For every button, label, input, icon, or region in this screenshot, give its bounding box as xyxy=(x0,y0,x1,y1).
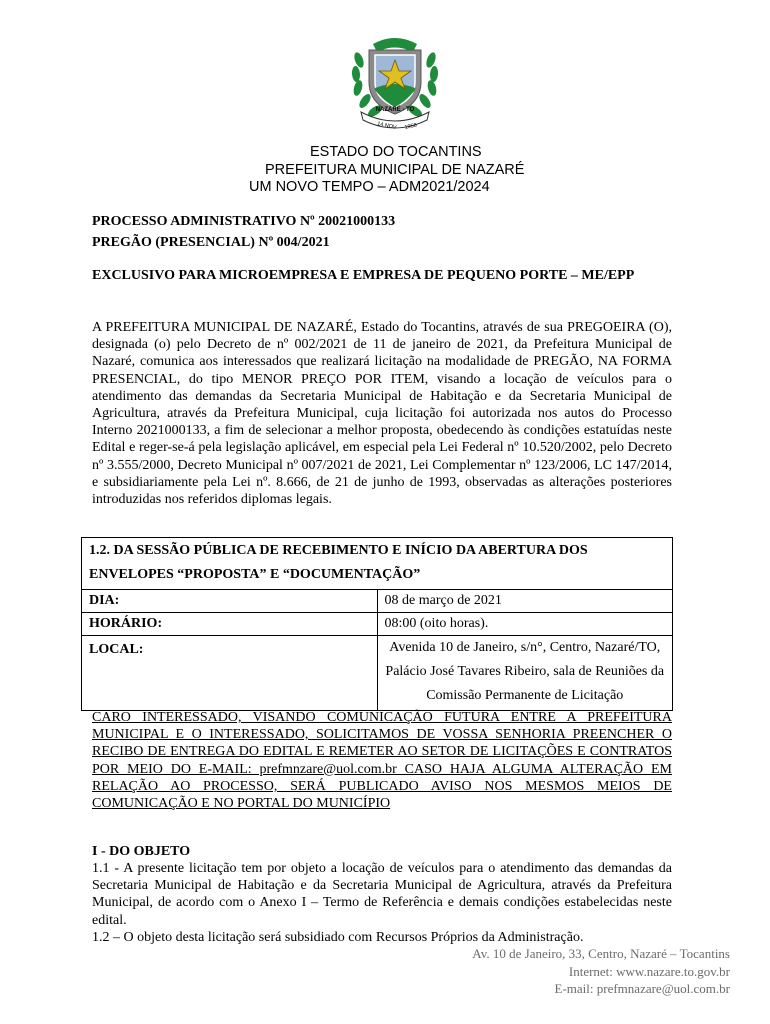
header-prefecture: PREFEITURA MUNICIPAL DE NAZARÉ xyxy=(265,161,525,178)
intro-paragraph: A PREFEITURA MUNICIPAL DE NAZARÉ, Estado do Tocantins, através de sua PREGOEIRA (O), designada (o) pelo Decreto de nº 002/2021 de 11 de janeiro de 2021, da Prefeitura Municipal de Nazaré, comunica aos interessados que realizará licitação na modalidade de PREGÃO, NA FORMA PRESENCIAL, do tipo MENOR PREÇO POR ITEM, visando a locação de veículos para o atendimento das demandas da Secretaria Municipal de Habitação e da Secretaria Municipal de Agricultura, através da Prefeitura Municipal, cuja licitação foi autorizada nos autos do Processo Interno 2021000133, a fim de selecionar a melhor proposta, obedecendo às condições estatuídas neste Edital e reger-se-á pela legislação aplicável, em especial pela Lei Federal nº 10.520/2002, pelo Decreto nº 3.555/2000, Decreto Municipal nº 007/2021 de 2021, Lei Complementar nº 123/2006, LC 147/2014, e subsidiariamente pela Lei nº. 8.666, de 21 de junho de 1993, observadas as alterações posteriores introduzidas nos referidos diplomas legais. xyxy=(92,320,672,508)
header-slogan: UM NOVO TEMPO – ADM2021/2024 xyxy=(249,179,490,195)
session-day-value: 08 de março de 2021 xyxy=(377,590,673,613)
footer-contact xyxy=(472,945,730,998)
footer-website: Internet: www.nazare.to.gov.br xyxy=(568,963,730,979)
footer-address: Av. 10 de Janeiro, 33, Centro, Nazaré – Tocantins xyxy=(472,946,730,961)
session-time-value: 08:00 (oito horas). xyxy=(377,613,673,636)
municipal-crest-logo xyxy=(345,30,445,135)
process-admin-number: PROCESSO ADMINISTRATIVO Nº 20021000133 xyxy=(92,214,396,229)
pregao-number: PREGÃO (PRESENCIAL) Nº 004/2021 xyxy=(92,235,330,250)
footer-email: E-mail: prefmnazare@uol.com.br xyxy=(554,981,730,996)
table-row xyxy=(82,636,673,711)
session-table xyxy=(81,537,673,711)
session-title: 1.2. DA SESSÃO PÚBLICA DE RECEBIMENTO E INÍCIO DA ABERTURA DOS ENVELOPES “PROPOSTA” E “DOCUMENTAÇÃO” xyxy=(82,538,673,590)
objeto-paragraph-2: 1.2 – O objeto desta licitação será subsidiado com Recursos Próprios da Administração. xyxy=(92,930,584,945)
exclusive-notice: EXCLUSIVO PARA MICROEMPRESA E EMPRESA DE PEQUENO PORTE – ME/EPP xyxy=(92,268,635,283)
table-row xyxy=(82,590,673,613)
session-place-value: Avenida 10 de Janeiro, s/n°, Centro, Nazaré/TO, Palácio José Tavares Ribeiro, sala de Reuniões da Comissão Permanente de Licitação xyxy=(377,636,673,711)
objeto-paragraph-1: 1.1 - A presente licitação tem por objeto a locação de veículos para o atendimento das demandas da Secretaria Municipal de Habitação e da Secretaria Municipal de Agricultura, através da Prefeitura Municipal, de acordo com o Anexo I – Termo de Referência e demais condições estabelecidas neste edital. xyxy=(92,861,672,928)
letterhead xyxy=(200,144,600,197)
session-time-label: HORÁRIO: xyxy=(82,613,378,636)
session-day-label: DIA: xyxy=(82,590,378,613)
section-objeto-heading: I - DO OBJETO xyxy=(92,844,191,859)
header-state: ESTADO DO TOCANTINS xyxy=(310,144,482,160)
crest-date-left: 14 NOV xyxy=(376,121,397,132)
table-row xyxy=(82,613,673,636)
crest-ribbon-text: NAZARÉ - TO xyxy=(375,107,415,113)
session-place-label: LOCAL: xyxy=(82,636,378,711)
interested-party-notice: CARO INTERESSADO, VISANDO COMUNICAÇÃO FUTURA ENTRE A PREFEITURA MUNICIPAL E O INTERESSADO, SOLICITAMOS DE VOSSA SENHORIA PREENCHER O RECIBO DE ENTREGA DO EDITAL E REMETER AO SETOR DE LICITAÇÕES E CONTRATOS POR MEIO DO E-MAIL: prefmnzare@uol.com.br CASO HAJA ALGUMA ALTERAÇÃO EM RELAÇÃO AO PROCESSO, SERÁ PUBLICADO AVISO NOS MESMOS MEIOS DE COMUNICAÇÃO E NO PORTAL DO MUNICÍPIO xyxy=(92,710,672,812)
crest-date-right: 1958 xyxy=(404,122,418,131)
